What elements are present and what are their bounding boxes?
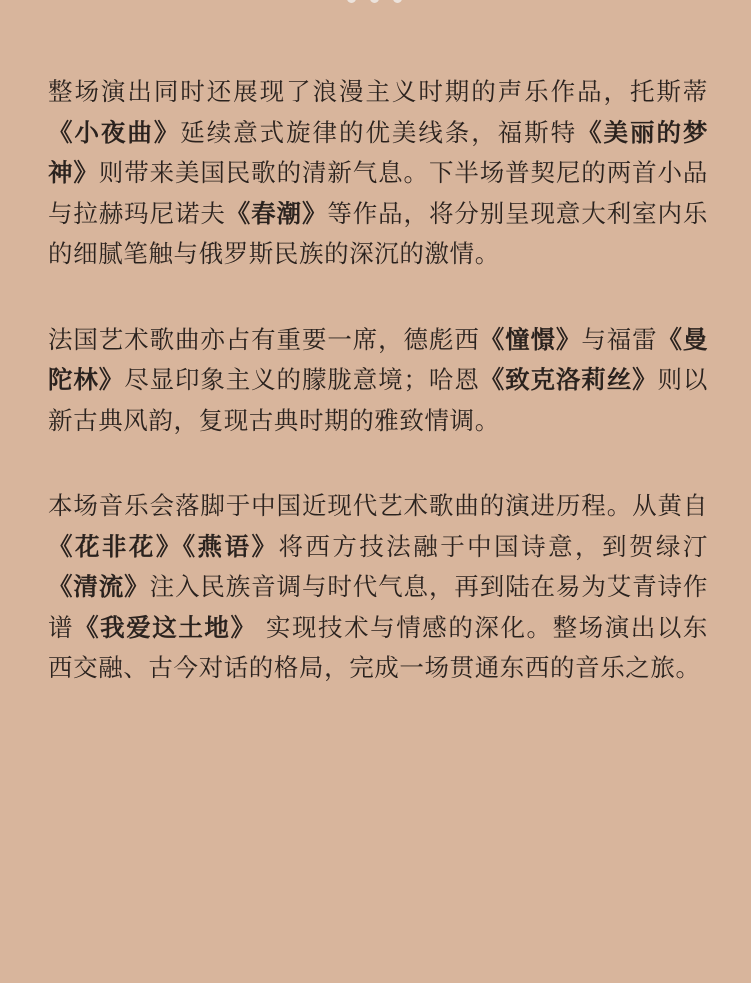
work-title: 《憧憬》 (479, 324, 582, 354)
paragraph-2 (48, 320, 708, 442)
paragraph-text: 注入民族音调与时代气息，再到陆在易为艾青诗作谱 (48, 572, 708, 642)
work-title: 《花非花》《燕语》 (48, 531, 279, 561)
paragraph-text: 本场音乐会落脚于中国近现代艺术歌曲的演进历程。从黄自 (48, 491, 708, 520)
paragraph-text: 实现技术与情感的深化。整场演出以东西交融、古今对话的格局，完成一场贯通东西的音乐之旅。 (48, 612, 709, 682)
paragraph-text: 等作品，将分别呈现意大利室内乐的细腻笔触与俄罗斯民族的深沉的激情。 (48, 198, 709, 268)
paragraph-text: 整场演出同时还展现了浪漫主义时期的声乐作品，托斯蒂 (48, 77, 708, 106)
decoration-dot (393, 0, 402, 3)
paragraph-text: 尽显印象主义的朦胧意境；哈恩 (124, 365, 480, 394)
paragraph-text: 则以新古典风韵，复现古典时期的雅致情调。 (48, 365, 708, 435)
top-decoration-dots (0, 0, 751, 8)
work-title: 《美丽的梦神》 (48, 117, 709, 187)
paragraph-text: 则带来美国民歌的清新气息。下半场普契尼的两首小品与拉赫玛尼诺夫 (48, 158, 708, 228)
work-title: 《春潮》 (225, 198, 328, 228)
paragraph-1 (48, 72, 708, 275)
decoration-dot (370, 0, 379, 3)
work-title: 《曼陀林》 (48, 324, 708, 394)
paragraph-text: 与福雷 (581, 324, 658, 354)
work-title: 《小夜曲》 (48, 117, 181, 147)
article-body (48, 72, 708, 689)
decoration-dot (347, 0, 356, 3)
paragraph-text: 法国艺术歌曲亦占有重要一席，德彪西 (48, 324, 480, 354)
work-title: 《清流》 (48, 572, 150, 601)
paragraph-3 (48, 486, 708, 689)
work-title: 《致克洛莉丝》 (479, 365, 658, 394)
work-title: 《我爱这土地》 (74, 612, 257, 642)
paragraph-text: 延续意式旋律的优美线条，福斯特 (180, 117, 578, 147)
paragraph-text: 将西方技法融于中国诗意，到贺绿汀 (278, 531, 708, 561)
